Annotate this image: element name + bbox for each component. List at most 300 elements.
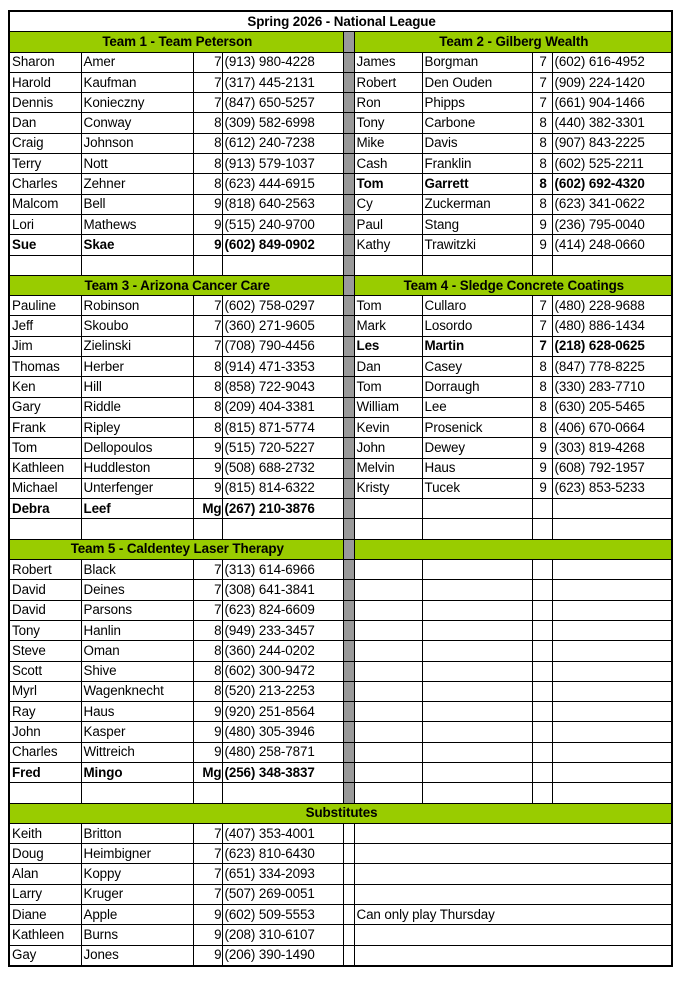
player-phone — [552, 580, 672, 600]
player-last-name: Dorraugh — [422, 377, 532, 397]
player-skill: 9 — [193, 194, 222, 214]
player-row — [9, 336, 672, 356]
substitute-row — [9, 884, 672, 904]
column-spacer — [343, 600, 354, 620]
player-skill: 8 — [532, 174, 552, 194]
player-first-name: Ray — [9, 702, 81, 722]
column-spacer — [343, 255, 354, 275]
player-row — [9, 458, 672, 478]
player-first-name — [354, 742, 422, 762]
player-first-name — [354, 255, 422, 275]
player-last-name: Hanlin — [81, 620, 193, 640]
player-first-name: Debra — [9, 499, 81, 519]
player-last-name: Oman — [81, 641, 193, 661]
player-row — [9, 519, 672, 539]
player-last-name: Haus — [422, 458, 532, 478]
substitute-note: Can only play Thursday — [354, 905, 672, 925]
player-last-name: Black — [81, 560, 193, 580]
player-first-name: James — [354, 52, 422, 72]
player-row — [9, 681, 672, 701]
player-phone: (602) 300-9472 — [222, 661, 343, 681]
player-last-name: Phipps — [422, 93, 532, 113]
player-first-name: Tom — [354, 296, 422, 316]
player-last-name — [422, 560, 532, 580]
player-row — [9, 357, 672, 377]
player-skill: 7 — [193, 600, 222, 620]
player-row — [9, 235, 672, 255]
player-last-name — [422, 519, 532, 539]
player-skill — [532, 255, 552, 275]
player-skill — [193, 519, 222, 539]
player-phone: (480) 258-7871 — [222, 742, 343, 762]
player-skill — [532, 620, 552, 640]
player-last-name: Huddleston — [81, 458, 193, 478]
player-phone: (515) 720-5227 — [222, 438, 343, 458]
column-spacer — [343, 438, 354, 458]
player-phone — [552, 641, 672, 661]
column-spacer — [343, 945, 354, 966]
substitute-skill: 9 — [193, 925, 222, 945]
player-phone: (308) 641-3841 — [222, 580, 343, 600]
player-skill: 8 — [532, 194, 552, 214]
player-first-name: Ron — [354, 93, 422, 113]
player-first-name — [354, 499, 422, 519]
player-skill: 8 — [193, 154, 222, 174]
player-last-name: Bell — [81, 194, 193, 214]
player-last-name — [422, 580, 532, 600]
player-skill — [532, 580, 552, 600]
column-spacer — [343, 52, 354, 72]
player-first-name: Tom — [354, 377, 422, 397]
player-skill: 8 — [193, 377, 222, 397]
player-phone: (360) 271-9605 — [222, 316, 343, 336]
column-spacer — [343, 417, 354, 437]
player-last-name: Kaufman — [81, 72, 193, 92]
player-last-name: Tucek — [422, 478, 532, 498]
player-last-name — [81, 783, 193, 803]
substitute-last-name: Koppy — [81, 864, 193, 884]
substitute-first-name: Diane — [9, 905, 81, 925]
player-first-name — [354, 661, 422, 681]
player-first-name: Gary — [9, 397, 81, 417]
player-row — [9, 499, 672, 519]
player-phone: (602) 758-0297 — [222, 296, 343, 316]
substitute-note — [354, 884, 672, 904]
player-phone — [552, 519, 672, 539]
player-phone: (602) 849-0902 — [222, 235, 343, 255]
player-last-name: Kasper — [81, 722, 193, 742]
column-spacer — [343, 681, 354, 701]
player-skill: 7 — [193, 580, 222, 600]
player-phone: (209) 404-3381 — [222, 397, 343, 417]
player-phone: (218) 628-0625 — [552, 336, 672, 356]
player-last-name: Carbone — [422, 113, 532, 133]
player-first-name: Steve — [9, 641, 81, 661]
roster-sheet — [8, 10, 673, 967]
player-skill: 9 — [193, 742, 222, 762]
player-first-name: Sue — [9, 235, 81, 255]
column-spacer — [343, 641, 354, 661]
player-phone: (847) 778-8225 — [552, 357, 672, 377]
player-skill: 8 — [532, 397, 552, 417]
player-skill: 9 — [193, 478, 222, 498]
player-last-name: Borgman — [422, 52, 532, 72]
player-row — [9, 296, 672, 316]
player-last-name: Stang — [422, 214, 532, 234]
player-last-name: Ripley — [81, 417, 193, 437]
player-phone: (913) 980-4228 — [222, 52, 343, 72]
player-skill — [532, 742, 552, 762]
player-row — [9, 620, 672, 640]
column-spacer — [343, 32, 354, 52]
player-phone: (480) 305-3946 — [222, 722, 343, 742]
player-first-name: Malcom — [9, 194, 81, 214]
player-first-name: Jeff — [9, 316, 81, 336]
player-first-name — [354, 600, 422, 620]
player-phone — [552, 702, 672, 722]
player-last-name — [422, 742, 532, 762]
player-last-name: Zielinski — [81, 336, 193, 356]
player-last-name: Parsons — [81, 600, 193, 620]
column-spacer — [343, 925, 354, 945]
player-skill: Mg — [193, 499, 222, 519]
player-skill: 7 — [193, 72, 222, 92]
player-last-name — [422, 762, 532, 782]
player-skill: 7 — [193, 296, 222, 316]
substitute-phone: (623) 810-6430 — [222, 844, 343, 864]
player-phone: (406) 670-0664 — [552, 417, 672, 437]
substitute-last-name: Heimbigner — [81, 844, 193, 864]
player-first-name: Dennis — [9, 93, 81, 113]
player-skill — [532, 499, 552, 519]
player-row — [9, 478, 672, 498]
substitute-note — [354, 823, 672, 843]
substitute-phone: (651) 334-2093 — [222, 864, 343, 884]
player-first-name — [354, 681, 422, 701]
player-row — [9, 214, 672, 234]
player-first-name: Kathy — [354, 235, 422, 255]
player-phone: (815) 814-6322 — [222, 478, 343, 498]
player-skill: Mg — [193, 762, 222, 782]
player-skill: 9 — [193, 722, 222, 742]
column-spacer — [343, 762, 354, 782]
player-first-name: Robert — [9, 560, 81, 580]
player-skill: 7 — [193, 93, 222, 113]
column-spacer — [343, 620, 354, 640]
player-first-name: Mark — [354, 316, 422, 336]
substitute-phone: (507) 269-0051 — [222, 884, 343, 904]
player-first-name: Kevin — [354, 417, 422, 437]
player-phone: (602) 692-4320 — [552, 174, 672, 194]
substitute-skill: 7 — [193, 823, 222, 843]
player-skill: 8 — [532, 113, 552, 133]
player-phone: (612) 240-7238 — [222, 133, 343, 153]
player-row — [9, 377, 672, 397]
column-spacer — [343, 174, 354, 194]
substitute-note — [354, 945, 672, 966]
player-skill: 9 — [532, 438, 552, 458]
player-first-name — [354, 783, 422, 803]
team-header: Team 5 - Caldentey Laser Therapy — [9, 539, 343, 559]
team-header — [354, 539, 672, 559]
player-last-name: Shive — [81, 661, 193, 681]
player-last-name: Herber — [81, 357, 193, 377]
substitute-row — [9, 945, 672, 966]
player-phone: (907) 843-2225 — [552, 133, 672, 153]
player-last-name: Haus — [81, 702, 193, 722]
substitute-phone: (208) 310-6107 — [222, 925, 343, 945]
column-spacer — [343, 316, 354, 336]
player-skill — [532, 519, 552, 539]
player-skill — [532, 722, 552, 742]
player-skill: 7 — [532, 296, 552, 316]
player-first-name: Les — [354, 336, 422, 356]
column-spacer — [343, 133, 354, 153]
player-phone: (520) 213-2253 — [222, 681, 343, 701]
player-skill — [532, 702, 552, 722]
player-skill: 8 — [193, 620, 222, 640]
player-phone: (847) 650-5257 — [222, 93, 343, 113]
player-last-name — [422, 722, 532, 742]
substitute-phone: (206) 390-1490 — [222, 945, 343, 966]
player-first-name: David — [9, 600, 81, 620]
substitutes-header-row — [9, 803, 672, 823]
column-spacer — [343, 458, 354, 478]
player-phone: (914) 471-3353 — [222, 357, 343, 377]
substitute-last-name: Apple — [81, 905, 193, 925]
player-phone: (949) 233-3457 — [222, 620, 343, 640]
column-spacer — [343, 214, 354, 234]
column-spacer — [343, 702, 354, 722]
player-skill — [532, 641, 552, 661]
column-spacer — [343, 478, 354, 498]
player-phone: (236) 795-0040 — [552, 214, 672, 234]
player-first-name: David — [9, 580, 81, 600]
player-first-name: Cash — [354, 154, 422, 174]
player-first-name: Scott — [9, 661, 81, 681]
player-skill: 8 — [532, 154, 552, 174]
player-row — [9, 641, 672, 661]
player-phone: (815) 871-5774 — [222, 417, 343, 437]
player-first-name: Charles — [9, 742, 81, 762]
player-last-name: Franklin — [422, 154, 532, 174]
substitute-skill: 7 — [193, 864, 222, 884]
team-header: Team 4 - Sledge Concrete Coatings — [354, 275, 672, 295]
player-skill — [532, 762, 552, 782]
player-phone: (623) 853-5233 — [552, 478, 672, 498]
player-last-name: Leef — [81, 499, 193, 519]
player-first-name: Dan — [9, 113, 81, 133]
player-last-name — [422, 255, 532, 275]
player-phone: (708) 790-4456 — [222, 336, 343, 356]
player-last-name: Zehner — [81, 174, 193, 194]
substitute-skill: 7 — [193, 844, 222, 864]
player-skill — [193, 783, 222, 803]
player-phone: (909) 224-1420 — [552, 72, 672, 92]
player-first-name — [354, 641, 422, 661]
column-spacer — [343, 275, 354, 295]
player-phone: (480) 886-1434 — [552, 316, 672, 336]
player-first-name: Tony — [354, 113, 422, 133]
player-last-name: Robinson — [81, 296, 193, 316]
player-phone: (913) 579-1037 — [222, 154, 343, 174]
column-spacer — [343, 519, 354, 539]
player-first-name: Charles — [9, 174, 81, 194]
player-phone: (515) 240-9700 — [222, 214, 343, 234]
substitute-row — [9, 925, 672, 945]
player-skill — [532, 661, 552, 681]
player-phone: (858) 722-9043 — [222, 377, 343, 397]
player-skill: 8 — [532, 377, 552, 397]
player-skill — [532, 600, 552, 620]
player-first-name: Tom — [354, 174, 422, 194]
column-spacer — [343, 722, 354, 742]
player-skill: 9 — [532, 478, 552, 498]
player-first-name: Craig — [9, 133, 81, 153]
player-phone — [552, 762, 672, 782]
player-phone: (623) 341-0622 — [552, 194, 672, 214]
team-header-row — [9, 539, 672, 559]
player-phone — [552, 560, 672, 580]
player-phone: (313) 614-6966 — [222, 560, 343, 580]
player-first-name — [354, 580, 422, 600]
player-first-name — [354, 702, 422, 722]
player-row — [9, 600, 672, 620]
column-spacer — [343, 661, 354, 681]
player-phone — [222, 255, 343, 275]
player-last-name: Trawitzki — [422, 235, 532, 255]
column-spacer — [343, 560, 354, 580]
player-first-name: Paul — [354, 214, 422, 234]
player-first-name: Jim — [9, 336, 81, 356]
player-last-name: Johnson — [81, 133, 193, 153]
column-spacer — [343, 539, 354, 559]
substitutes-header: Substitutes — [9, 803, 672, 823]
player-phone: (602) 616-4952 — [552, 52, 672, 72]
player-last-name: Wittreich — [81, 742, 193, 762]
player-row — [9, 72, 672, 92]
player-phone: (818) 640-2563 — [222, 194, 343, 214]
player-first-name: Sharon — [9, 52, 81, 72]
player-last-name — [422, 783, 532, 803]
substitute-phone: (602) 509-5553 — [222, 905, 343, 925]
player-first-name — [9, 783, 81, 803]
player-skill — [193, 255, 222, 275]
player-first-name: Tony — [9, 620, 81, 640]
substitute-last-name: Kruger — [81, 884, 193, 904]
player-first-name — [354, 519, 422, 539]
substitute-skill: 7 — [193, 884, 222, 904]
player-first-name: John — [9, 722, 81, 742]
column-spacer — [343, 905, 354, 925]
player-first-name: Melvin — [354, 458, 422, 478]
player-skill: 7 — [193, 52, 222, 72]
player-skill: 8 — [532, 417, 552, 437]
player-phone: (608) 792-1957 — [552, 458, 672, 478]
column-spacer — [343, 336, 354, 356]
substitute-row — [9, 844, 672, 864]
column-spacer — [343, 235, 354, 255]
player-skill: 8 — [193, 417, 222, 437]
player-last-name — [422, 661, 532, 681]
player-skill: 9 — [193, 235, 222, 255]
player-last-name — [81, 255, 193, 275]
player-phone: (256) 348-3837 — [222, 762, 343, 782]
player-first-name: Kathleen — [9, 458, 81, 478]
player-phone: (602) 525-2211 — [552, 154, 672, 174]
player-phone — [552, 499, 672, 519]
player-skill: 9 — [532, 214, 552, 234]
player-last-name: Prosenick — [422, 417, 532, 437]
substitute-row — [9, 823, 672, 843]
player-row — [9, 93, 672, 113]
substitute-last-name: Britton — [81, 823, 193, 843]
column-spacer — [343, 823, 354, 843]
team-header-row — [9, 32, 672, 52]
player-row — [9, 174, 672, 194]
player-skill: 7 — [532, 93, 552, 113]
player-row — [9, 133, 672, 153]
player-skill: 9 — [532, 235, 552, 255]
player-first-name: Frank — [9, 417, 81, 437]
column-spacer — [343, 397, 354, 417]
team-header: Team 3 - Arizona Cancer Care — [9, 275, 343, 295]
player-last-name: Davis — [422, 133, 532, 153]
substitute-phone: (407) 353-4001 — [222, 823, 343, 843]
player-skill: 8 — [193, 113, 222, 133]
column-spacer — [343, 864, 354, 884]
column-spacer — [343, 72, 354, 92]
player-first-name: Lori — [9, 214, 81, 234]
substitute-first-name: Alan — [9, 864, 81, 884]
player-skill: 7 — [193, 316, 222, 336]
substitute-note — [354, 844, 672, 864]
player-row — [9, 316, 672, 336]
column-spacer — [343, 154, 354, 174]
player-phone: (317) 445-2131 — [222, 72, 343, 92]
player-row — [9, 154, 672, 174]
player-phone — [552, 255, 672, 275]
player-last-name: Konieczny — [81, 93, 193, 113]
player-skill: 7 — [193, 336, 222, 356]
player-last-name — [422, 620, 532, 640]
player-last-name: Deines — [81, 580, 193, 600]
player-row — [9, 113, 672, 133]
player-skill: 9 — [193, 458, 222, 478]
player-last-name — [422, 702, 532, 722]
player-row — [9, 742, 672, 762]
player-last-name: Nott — [81, 154, 193, 174]
player-phone — [552, 620, 672, 640]
player-skill: 9 — [193, 438, 222, 458]
substitute-last-name: Burns — [81, 925, 193, 945]
column-spacer — [343, 742, 354, 762]
player-first-name: Dan — [354, 357, 422, 377]
player-phone — [552, 600, 672, 620]
player-phone: (630) 205-5465 — [552, 397, 672, 417]
player-phone — [222, 519, 343, 539]
substitute-first-name: Gay — [9, 945, 81, 966]
player-skill: 9 — [193, 702, 222, 722]
substitute-first-name: Kathleen — [9, 925, 81, 945]
player-last-name: Mathews — [81, 214, 193, 234]
substitute-last-name: Jones — [81, 945, 193, 966]
player-phone — [552, 742, 672, 762]
player-first-name — [354, 762, 422, 782]
player-skill — [532, 681, 552, 701]
player-last-name: Mingo — [81, 762, 193, 782]
column-spacer — [343, 377, 354, 397]
